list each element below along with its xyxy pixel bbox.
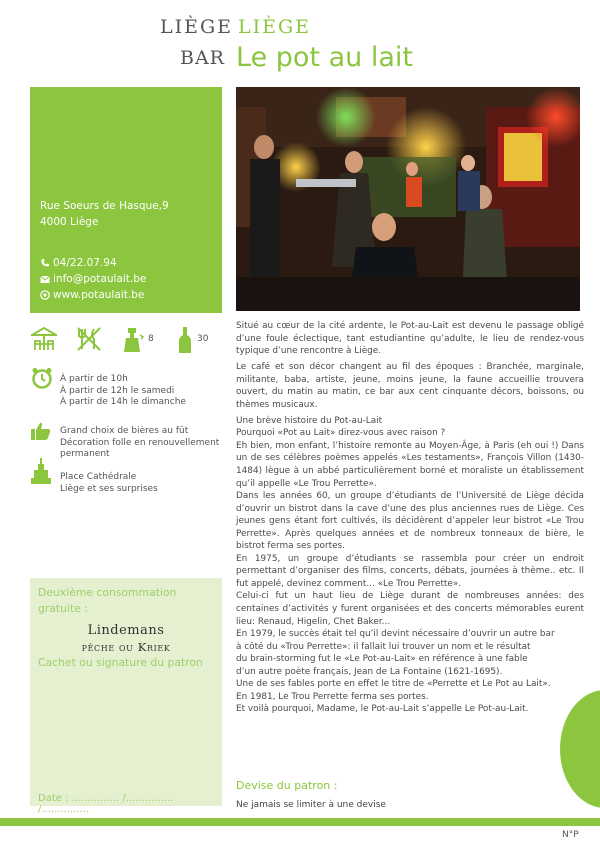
opening-hours	[60, 374, 186, 409]
article-paragraph: Situé au cœur de la cité ardente, le Pot-au-Lait est devenu le passage obligé d’une foule éclectique, tant estudiantine qu’adulte, le lieu de rendez-vous typique d’une rencontre à Liège.	[236, 321, 584, 357]
thumbs-up-icon	[31, 422, 51, 444]
article-line: Une de ses fables porte en effet le titre de «Perrette et Le Pot au Lait».	[236, 679, 551, 690]
bar-name-title: Le pot au lait	[236, 42, 413, 73]
bottle-beer-count: 30	[197, 334, 209, 344]
highlights	[60, 426, 219, 461]
address-line-2: 4000 Liège	[40, 216, 99, 228]
hours-sunday: À partir de 14h le dimanche	[60, 397, 186, 407]
category-label: LIÈGE	[160, 16, 234, 38]
at-icon	[40, 290, 50, 300]
coupon-box	[30, 578, 222, 815]
nearby-info	[60, 472, 158, 495]
bottle-icon	[179, 327, 191, 357]
article-body	[236, 320, 584, 716]
draft-beer-count: 8	[148, 334, 154, 344]
motto-text: Ne jamais se limiter à une devise	[236, 800, 386, 810]
nearby-line-2: Liège et ses surprises	[60, 483, 158, 494]
article-paragraph: Dans les années 60, un groupe d’étudiants de l’Université de Liège décida d’ouvrir un bistrot dans la cave d’une des plus anciennes rues de Liège. Ces jeunes gens étant fort cultivés, ils décidèrent d’appeler leur bistrot «Le Trou Perrette». Après quelques années et de nombreux tonneaux de bière, le bistrot ferma ses portes.	[236, 491, 584, 552]
no-food-icon	[77, 327, 101, 355]
article-paragraph: Eh bien, mon enfant, l’histoire remonte au Moyen-Âge, à Paris (eh oui !) Dans un de ses célèbres poèmes appelés «Les testaments», François Villon (1430-1484) lègue à un abbé particulièrement borné et moraliste un établissement qu’il appelle «Le Trou Perrette».	[236, 440, 584, 489]
coupon-beer-line-2: pêche ou Kriek	[81, 640, 171, 654]
beer-tap-icon	[124, 327, 144, 357]
phone-number: 04/22.07.94	[53, 257, 117, 269]
motto-heading: Devise du patron :	[236, 779, 338, 792]
email-row	[40, 273, 146, 285]
page-number: N°P	[562, 830, 579, 840]
coupon-title-line-2: gratuite :	[38, 602, 88, 615]
terrace-icon	[31, 327, 57, 355]
category-sublabel: BAR	[180, 47, 225, 69]
website-link[interactable]: www.potaulait.be	[53, 289, 145, 301]
coupon-date-field: Date : ............... /............... /...............	[38, 793, 174, 815]
highlight-line-3: permanent	[60, 449, 110, 459]
coupon-title-line-1: Deuxième consommation	[38, 586, 177, 599]
website-row	[40, 289, 144, 301]
nearby-line-1: Place Cathédrale	[60, 472, 137, 482]
coupon-beer-line-1: Lindemans	[87, 623, 165, 638]
address-line-1: Rue Soeurs de Hasque,9	[40, 200, 169, 212]
contact-box	[30, 87, 222, 313]
phone-row	[40, 257, 117, 269]
highlight-line-1: Grand choix de bières au fût	[60, 426, 189, 436]
article-line: à côté du «Trou Perrette»: il fallait lui trouver un nom et le résultat	[236, 641, 531, 652]
email-link[interactable]: info@potaulait.be	[53, 273, 147, 285]
highlight-line-2: Décoration folle en renouvellement	[60, 437, 220, 448]
city-title: LIÈGE	[238, 16, 312, 38]
article-line: du brain-storming fut le «Le Pot-au-Lait» en référence à une fable	[236, 654, 528, 665]
article-paragraph: En 1975, un groupe d’étudiants se rassembla pour créer un endroit permettant d’organiser des films, concerts, débats, journées à thème.. etc. Il fut appelé, devinez comment... «Le Trou Perrette».	[236, 553, 584, 589]
mail-icon	[40, 274, 50, 284]
bar-photo	[236, 87, 580, 311]
phone-icon	[40, 258, 50, 268]
footer-bar	[0, 818, 600, 826]
article-paragraph: Celui-ci fut un haut lieu de Liège durant de nombreuses années: des centaines d’activités y furent organisées et des concerts mémorables eurent lieu: Renaud, Higelin, Chet Baker...	[236, 591, 584, 627]
history-question: Pourquoi «Pot au Lait» direz-vous avec raison ?	[236, 428, 446, 439]
article-line: En 1981, Le Trou Perrette ferma ses portes.	[236, 691, 429, 702]
cathedral-icon	[31, 458, 51, 488]
history-title: Une brève histoire du Pot-au-Lait	[236, 415, 383, 426]
coupon-signature-label: Cachet ou signature du patron	[38, 656, 203, 669]
hours-saturday: À partir de 12h le samedi	[60, 385, 175, 396]
article-line: Et voilà pourquoi, Madame, le Pot-au-Lait s’appelle Le Pot-au-Lait.	[236, 704, 529, 715]
hours-weekday: À partir de 10h	[60, 374, 128, 384]
clock-icon	[31, 367, 53, 393]
article-line: d’un autre poète français, Jean de La Fontaine (1621-1695).	[236, 666, 503, 677]
article-line: En 1979, le succès était tel qu’il devint nécessaire d’ouvrir un autre bar	[236, 629, 555, 640]
article-paragraph: Le café et son décor changent au fil des époques : Branchée, marginale, militante, baba, artiste, jeune, moins jeune, la faune accueillie trouvera ouvert, du matin au matin, ce bar aux cent cinquante décors, boissons, ou thèmes musicaux.	[236, 362, 584, 410]
